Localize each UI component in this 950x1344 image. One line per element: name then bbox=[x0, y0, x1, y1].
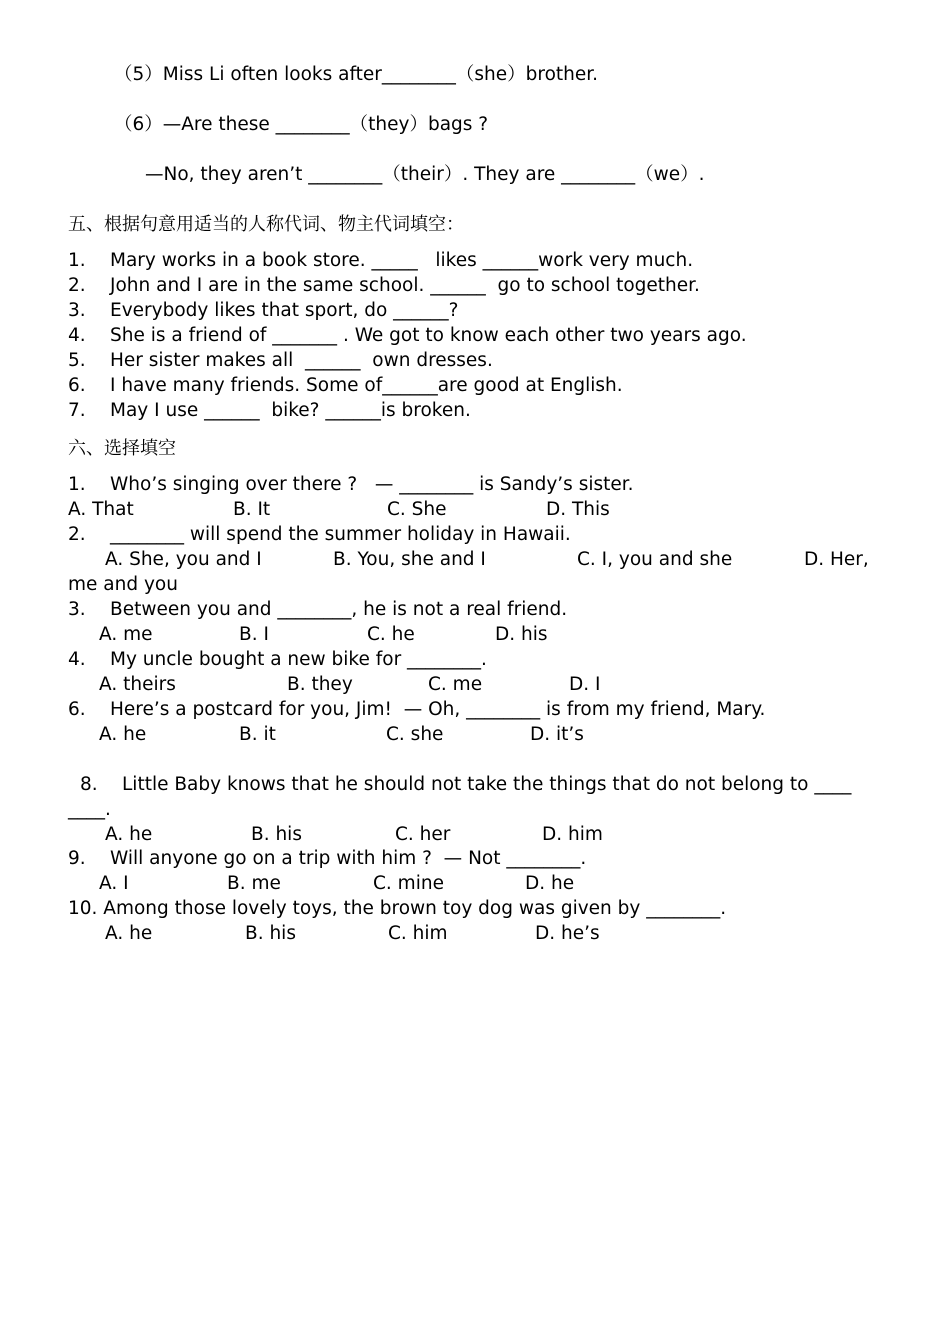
item-text: Her sister makes all ______ own dresses. bbox=[110, 350, 493, 371]
question-number: 2. bbox=[68, 524, 86, 545]
question-number: 8. bbox=[80, 774, 98, 795]
s6-q1-option-a: A. That bbox=[68, 499, 134, 520]
question-6-line-b: —No, they aren’t ________（their）. They are ________（we）. bbox=[145, 164, 705, 185]
s6-q6-option-b: B. it bbox=[239, 724, 276, 745]
item-text: She is a friend of _______ . We got to know each other two years ago. bbox=[110, 325, 747, 346]
question-number: 6. bbox=[68, 699, 86, 720]
item-number: 2. bbox=[68, 275, 86, 296]
s6-q3-option-b: B. I bbox=[239, 624, 269, 645]
s6-q1-option-d: D. This bbox=[546, 499, 610, 520]
question-number: 3. bbox=[68, 599, 86, 620]
s6-q8-option-b: B. his bbox=[251, 824, 302, 845]
item-text: Everybody likes that sport, do ______? bbox=[110, 300, 459, 321]
s6-q8-option-c: C. her bbox=[395, 824, 451, 845]
s6-q2-option-a: A. She, you and I bbox=[105, 549, 262, 570]
s6-q3-option-d: D. his bbox=[495, 624, 548, 645]
s5-item-6 bbox=[68, 373, 623, 398]
question-text: Between you and ________, he is not a real friend. bbox=[110, 599, 568, 620]
s6-q4-option-d: D. I bbox=[569, 674, 601, 695]
question-number: 4. bbox=[68, 649, 86, 670]
s6-q4-option-a: A. theirs bbox=[99, 674, 176, 695]
s6-q6-option-d: D. it’s bbox=[530, 724, 584, 745]
s6-q10-option-b: B. his bbox=[245, 923, 296, 944]
item-text: May I use ______ bike? ______is broken. bbox=[110, 400, 471, 421]
s6-q8-wrap: ____. bbox=[68, 799, 111, 820]
s6-question-2 bbox=[68, 522, 571, 547]
question-6-line-a: （6）—Are these ________（they）bags ? bbox=[114, 114, 489, 135]
s6-q9-option-a: A. I bbox=[99, 873, 129, 894]
section-6-heading: 六、选择填空 bbox=[68, 438, 176, 459]
item-number: 5. bbox=[68, 350, 86, 371]
question-text: My uncle bought a new bike for ________. bbox=[110, 649, 487, 670]
s6-q4-option-b: B. they bbox=[287, 674, 353, 695]
item-text: I have many friends. Some of______are good at English. bbox=[110, 375, 623, 396]
s6-q10-option-c: C. him bbox=[388, 923, 448, 944]
question-number: 1. bbox=[68, 474, 86, 495]
s6-q1-option-b: B. It bbox=[233, 499, 271, 520]
section-5-heading: 五、根据句意用适当的人称代词、物主代词填空： bbox=[68, 214, 464, 235]
s6-q2-option-d: D. Her, bbox=[804, 549, 869, 570]
item-number: 3. bbox=[68, 300, 86, 321]
s6-q10-option-d: D. he’s bbox=[535, 923, 600, 944]
s6-q4-option-c: C. me bbox=[428, 674, 483, 695]
item-number: 7. bbox=[68, 400, 86, 421]
s6-q2-option-c: C. I, you and she bbox=[577, 549, 733, 570]
item-number: 4. bbox=[68, 325, 86, 346]
item-text: John and I are in the same school. ______ go to school together. bbox=[110, 275, 700, 296]
s6-q9-option-b: B. me bbox=[227, 873, 281, 894]
s6-question-8 bbox=[80, 772, 851, 797]
s6-question-1 bbox=[68, 472, 634, 497]
s6-q9-option-d: D. he bbox=[525, 873, 575, 894]
s6-q1-option-c: C. She bbox=[387, 499, 447, 520]
s6-q10-option-a: A. he bbox=[105, 923, 153, 944]
s5-item-7 bbox=[68, 398, 471, 423]
question-text: Little Baby knows that he should not take the things that do not belong to ____ bbox=[122, 774, 852, 795]
s6-question-10: 10. Among those lovely toys, the brown toy dog was given by ________. bbox=[68, 898, 727, 919]
item-number: 6. bbox=[68, 375, 86, 396]
question-number: 9. bbox=[68, 848, 86, 869]
s5-item-5 bbox=[68, 348, 493, 373]
s6-q2-option-b: B. You, she and I bbox=[333, 549, 486, 570]
s6-q6-option-a: A. he bbox=[99, 724, 147, 745]
s6-q9-option-c: C. mine bbox=[373, 873, 444, 894]
question-text: ________ will spend the summer holiday in Hawaii. bbox=[110, 524, 571, 545]
s6-q6-option-c: C. she bbox=[386, 724, 444, 745]
question-5-line: （5）Miss Li often looks after________（she）brother. bbox=[114, 64, 599, 85]
s5-item-1 bbox=[68, 248, 693, 273]
s6-question-9 bbox=[68, 846, 586, 871]
s6-q3-option-c: C. he bbox=[367, 624, 415, 645]
item-text: Mary works in a book store. _____ likes ______work very much. bbox=[110, 250, 694, 271]
s6-question-3 bbox=[68, 597, 567, 622]
s5-item-3 bbox=[68, 298, 458, 323]
question-text: Will anyone go on a trip with him ? — Not ________. bbox=[110, 848, 587, 869]
question-text: Who’s singing over there ? — ________ is Sandy’s sister. bbox=[110, 474, 634, 495]
s6-q8-option-a: A. he bbox=[105, 824, 153, 845]
s5-item-2 bbox=[68, 273, 700, 298]
item-number: 1. bbox=[68, 250, 86, 271]
s6-question-4 bbox=[68, 647, 487, 672]
s6-question-6 bbox=[68, 697, 765, 722]
question-text: Here’s a postcard for you, Jim! — Oh, ________ is from my friend, Mary. bbox=[110, 699, 766, 720]
s6-q3-option-a: A. me bbox=[99, 624, 153, 645]
s5-item-4 bbox=[68, 323, 747, 348]
s6-q2-option-d-wrap: me and you bbox=[68, 574, 178, 595]
s6-q8-option-d: D. him bbox=[542, 824, 603, 845]
